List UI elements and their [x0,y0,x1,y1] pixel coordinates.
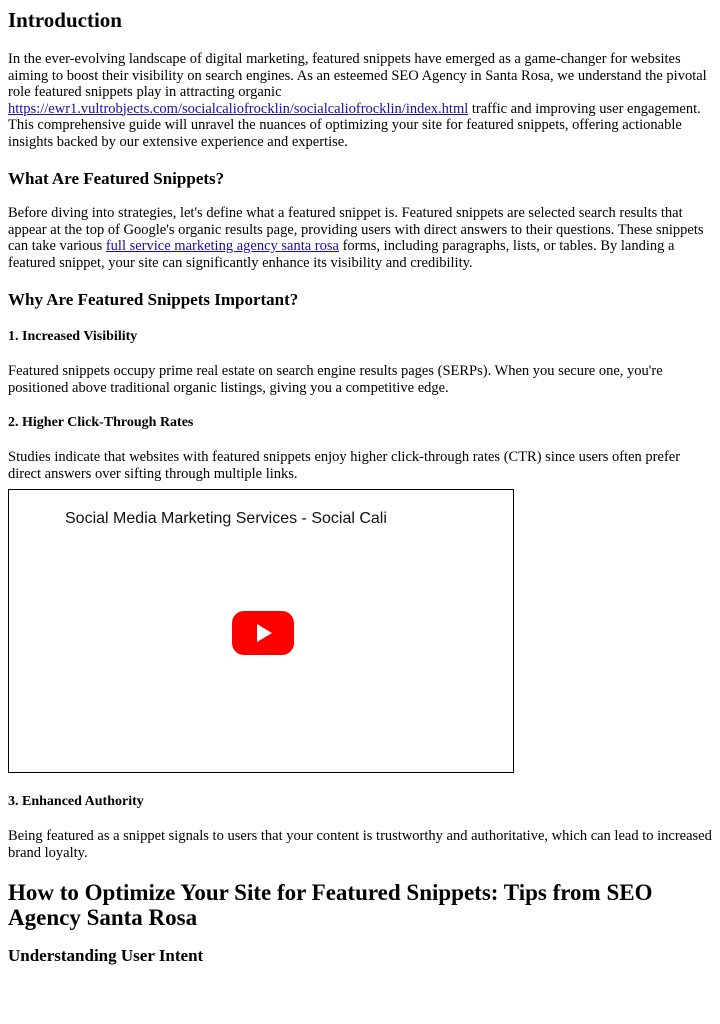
youtube-play-icon[interactable] [232,611,294,655]
what-text-1: Before diving into strategies, let's define what a featured snippet is. Featured snippets are selected search results that appear at the top of Google's organic results page, providing users with direct answers to their questions. These snippets can take various [8,205,704,254]
video-embed[interactable] [8,489,514,773]
what-heading: What Are Featured Snippets? [8,169,225,188]
authority-paragraph: Being featured as a snippet signals to users that your content is trustworthy and authoritative, which can lead to increased brand loyalty. [8,828,712,861]
agency-link[interactable]: full service marketing agency santa rosa [105,238,339,254]
video-title[interactable]: Social Media Marketing Services - Social Cali [65,510,387,527]
why-heading: Why Are Featured Snippets Important? [8,290,299,309]
howto-heading: How to Optimize Your Site for Featured Snippets: Tips from SEO Agency Santa Rosa [8,880,653,930]
article [0,7,720,966]
intro-text-1: In the ever-evolving landscape of digital marketing, featured snippets have emerged as a game-changer for websites aiming to boost their visibility on search engines. As an esteemed SEO Agency in Santa Rosa, we understand the pivotal role featured snippets play in attracting organic [8,51,707,100]
intro-link[interactable]: https://ewr1.vultrobjects.com/socialcaliofrocklin/socialcaliofrocklin/index.html [8,100,469,117]
ctr-paragraph: Studies indicate that websites with featured snippets enjoy higher click-through rates (CTR) since users often prefer direct answers over sifting through multiple links. [8,449,681,482]
what-paragraph [8,205,712,271]
visibility-heading: 1. Increased Visibility [8,329,138,344]
intro-heading: Introduction [8,8,122,32]
what-text-2: forms, including paragraphs, lists, or tables. By landing a featured snippet, your site can significantly enhance its visibility and credibility. [8,238,675,271]
intro-text-2: traffic and improving user engagement. This comprehensive guide will unravel the nuances of optimizing your site for featured snippets, offering actionable insights backed by our extensive experience and expertise. [8,100,701,150]
user-intent-heading: Understanding User Intent [8,946,204,965]
authority-heading: 3. Enhanced Authority [8,794,144,809]
visibility-paragraph: Featured snippets occupy prime real estate on search engine results pages (SERPs). When you secure one, you're positioned above traditional organic listings, giving you a competitive edge. [8,363,663,396]
intro-paragraph [8,51,712,150]
ctr-heading: 2. Higher Click-Through Rates [8,415,194,430]
